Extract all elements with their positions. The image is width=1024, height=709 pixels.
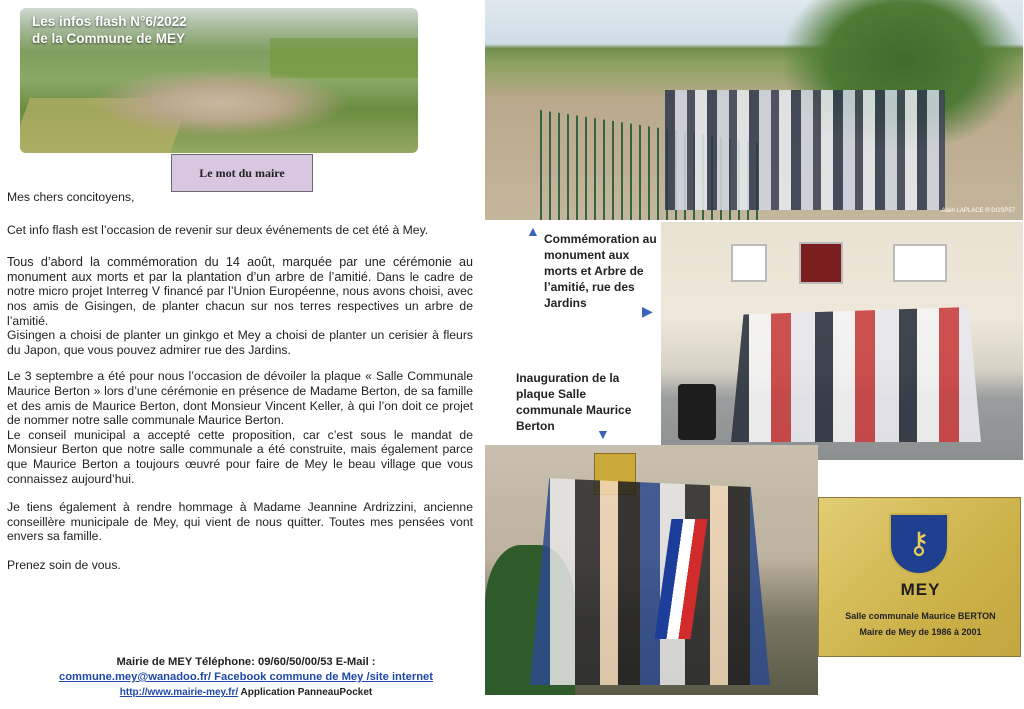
plaque-card [818,497,1021,657]
email-link[interactable]: commune.mey@wanadoo.fr/ [59,671,212,683]
inauguration-caption: Inauguration de la plaque Salle communale Maurice Berton [516,371,632,433]
letter-paragraph: Le 3 septembre a été pour nous l’occasion de dévoiler la plaque « Salle Communale Maurice Berton » lors d’une cérémonie en présence de Madame Berton, de sa famille et des amis de Maurice Berton, dont Monsieur Vincent Keller, à qui l’on doit ce projet de nommer notre salle communale Maurice Berton. [7,369,473,428]
footer-contact [36,655,456,700]
plaque-line-2: Maire de Mey de 1986 à 2001 [859,627,982,637]
letter-paragraph: Je tiens également à rendre hommage à Madame Jeannine Ardrizzini, ancienne conseillère municipale de Mey, qui vient de nous quitter. Toutes mes pensées vont envers sa famille. [7,500,473,544]
keys-icon: ⚷ [908,527,930,560]
letter-paragraph: Gisingen a choisi de planter un ginkgo et Mey a choisi de planter un cerisier à fleurs du Japon, que vous pouvez admirer rue des Jardins. [7,328,473,357]
mayor-letter [7,190,473,572]
plaque-village-name: MEY [900,580,941,599]
letter-signoff: Prenez soin de vous. [7,557,121,572]
title-line-1: Les infos flash N°6/2022 [32,14,187,29]
website-link[interactable]: http://www.mairie-mey.fr/ [119,687,239,698]
facebook-link[interactable]: Facebook commune de Mey /site internet [211,671,433,683]
commemoration-caption: Commémoration au monument aux morts et Arbre de l’amitié, rue des Jardins [544,232,657,310]
letter-greeting: Mes chers concitoyens, [7,190,135,204]
plaque-line-1: Salle communale Maurice BERTON [845,611,996,621]
letter-paragraph-lead: Tous d’abord la commémoration du 14 août, marquée par une cérémonie au monument aux morts et par la plantation d’un arbre de l’amitié. [7,255,473,284]
letter-paragraph: Cet info flash est l’occasion de revenir sur deux événements de cet été à Mey. [7,222,429,237]
newsletter-title [32,13,187,47]
mot-du-maire-heading: Le mot du maire [171,154,313,192]
inauguration-photo [485,445,818,695]
photo-credit: Alain LAPLACE ® DGSP57 [941,208,1015,214]
ceremony-photo [485,0,1023,220]
letter-paragraph [7,255,473,328]
letter-paragraph-rest: Dans le cadre de notre micro projet Interreg V financé par l’Union Européenne, nous avons choisi, avec nos amis de Gisingen, de planter chacun sur nos terres respectives un arbre de l’amitié. [7,269,474,328]
title-line-2: de la Commune de MEY [32,31,186,46]
app-label: Application PanneauPocket [238,687,373,698]
arrow-down-icon: ▼ [596,426,610,442]
arrow-right-icon: ▶ [642,303,653,319]
arrow-up-icon: ▲ [526,223,540,239]
tree-planting-photo [661,222,1023,460]
footer-contact-line: Mairie de MEY Téléphone: 09/60/50/00/53 E-Mail : [116,656,376,668]
coat-of-arms-icon [889,513,949,575]
letter-paragraph: Le conseil municipal a accepté cette proposition, car c’est sous le mandat de Monsieur Berton que notre salle communale a été construite, mais également parce que Maurice Berton a toujours œuvré pour faire de Mey le beau village que vous connaissez aujourd’hui. [7,427,473,486]
